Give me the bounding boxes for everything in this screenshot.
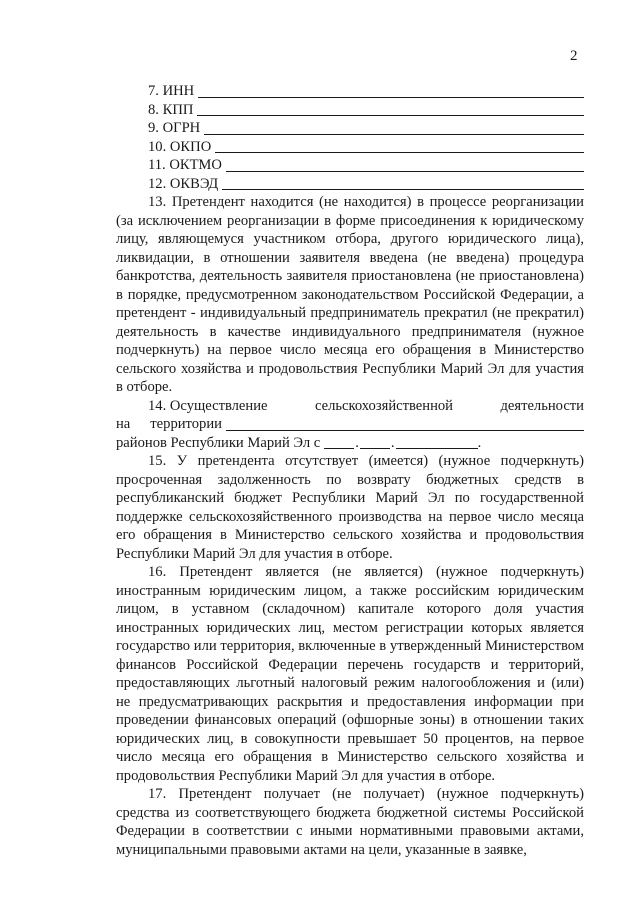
fill-line [197, 114, 584, 116]
paragraph-15: 15. У претендента отсутствует (имеется) (нужное подчеркнуть) просроченная задолженность по возврату бюджетных средств в республиканский бюджет Республики Марий Эл по государственной поддержке сельскохозяйственного производства на первое число месяца его обращения в Министерство сельского хозяйства и продовольствия Республики Марий Эл для участия в отборе. [116, 453, 584, 562]
paragraph-14-line-1 [116, 397, 584, 416]
field-label: 11. ОКТМО [148, 157, 222, 173]
page-number: 2 [570, 48, 578, 64]
fill-line [226, 170, 584, 172]
field-ogrn [116, 119, 584, 138]
fill-line [222, 188, 584, 190]
field-kpp [116, 101, 584, 120]
p14-districts: районов Республики Марий Эл с [116, 434, 321, 451]
date-separator: . [390, 434, 395, 451]
paragraph-16: 16. Претендент является (не является) (нужное подчеркнуть) иностранным юридическим лицом, а также российским юридическим лицом, в уставном (складочном) капитале которого доля участия иностранных юридических лиц, местом регистрации которых является государство или территория, включенные в утвержденный Министерством финансов Российской Федерации перечень государств и территорий, предоставляющих льготный налоговый режим налогообложения и (или) не предусматривающих раскрытия и предоставления информации при проведении финансовых операций (офшорные зоны) в отношении таких юридических лиц, в совокупности превышает 50 процентов, на первое число месяца его обращения в Министерство сельского хозяйства и продовольствия Республики Марий Эл для участия в отборе. [116, 564, 584, 784]
month-blank [360, 435, 390, 449]
field-label: 8. КПП [148, 101, 194, 118]
p14-word: сельскохозяйственной [314, 397, 453, 414]
date-separator: . [355, 434, 359, 451]
document-body [116, 82, 584, 859]
field-inn [116, 82, 584, 101]
year-blank [396, 435, 478, 449]
p14-territory: территории [150, 416, 222, 432]
fill-line [215, 151, 584, 153]
paragraph-14-line-3 [116, 434, 584, 453]
day-blank [324, 435, 354, 449]
field-okpo [116, 138, 584, 157]
territory-fill-line [226, 429, 584, 431]
paragraph-17: 17. Претендент получает (не получает) (нужное подчеркнуть) средства из соответствующего бюджета бюджетной системы Российской Федерации в соответствии с иными нормативными правовыми актами, муниципальными правовыми актами на цели, указанные в заявке, [116, 786, 584, 858]
field-okved [116, 175, 584, 194]
paragraph-14 [116, 397, 584, 453]
paragraph-14-line-2 [116, 415, 584, 434]
p14-prefix: на [116, 416, 131, 432]
p14-word: 14. Осуществление [148, 397, 268, 414]
field-label: 10. ОКПО [148, 138, 212, 155]
p14-word: деятельности [500, 397, 584, 414]
paragraph-13: 13. Претендент находится (не находится) в процессе реорганизации (за исключением реорганизации в форме присоединения к юридическому лицу, являющемуся участником отбора, другого юридического лица), ликвидации, в отношении заявителя введена (не введена) процедура банкротства, деятельность заявителя приостановлена (не приостановлена) в порядке, предусмотренном законодательством Российской Федерации, а претендент - индивидуальный предприниматель прекратил (не прекратил) деятельность в качестве индивидуального предпринимателя (нужное подчеркнуть) на первое число месяца его обращения в Министерство сельского хозяйства и продовольствия Республики Марий Эл для участия в отборе. [116, 194, 584, 395]
fill-line [198, 96, 584, 98]
field-label: 12. ОКВЭД [148, 175, 219, 192]
fill-line [204, 133, 584, 135]
field-label: 7. ИНН [148, 83, 195, 99]
field-oktmo [116, 156, 584, 175]
end-dot: . [477, 434, 482, 451]
field-label: 9. ОГРН [148, 120, 201, 136]
